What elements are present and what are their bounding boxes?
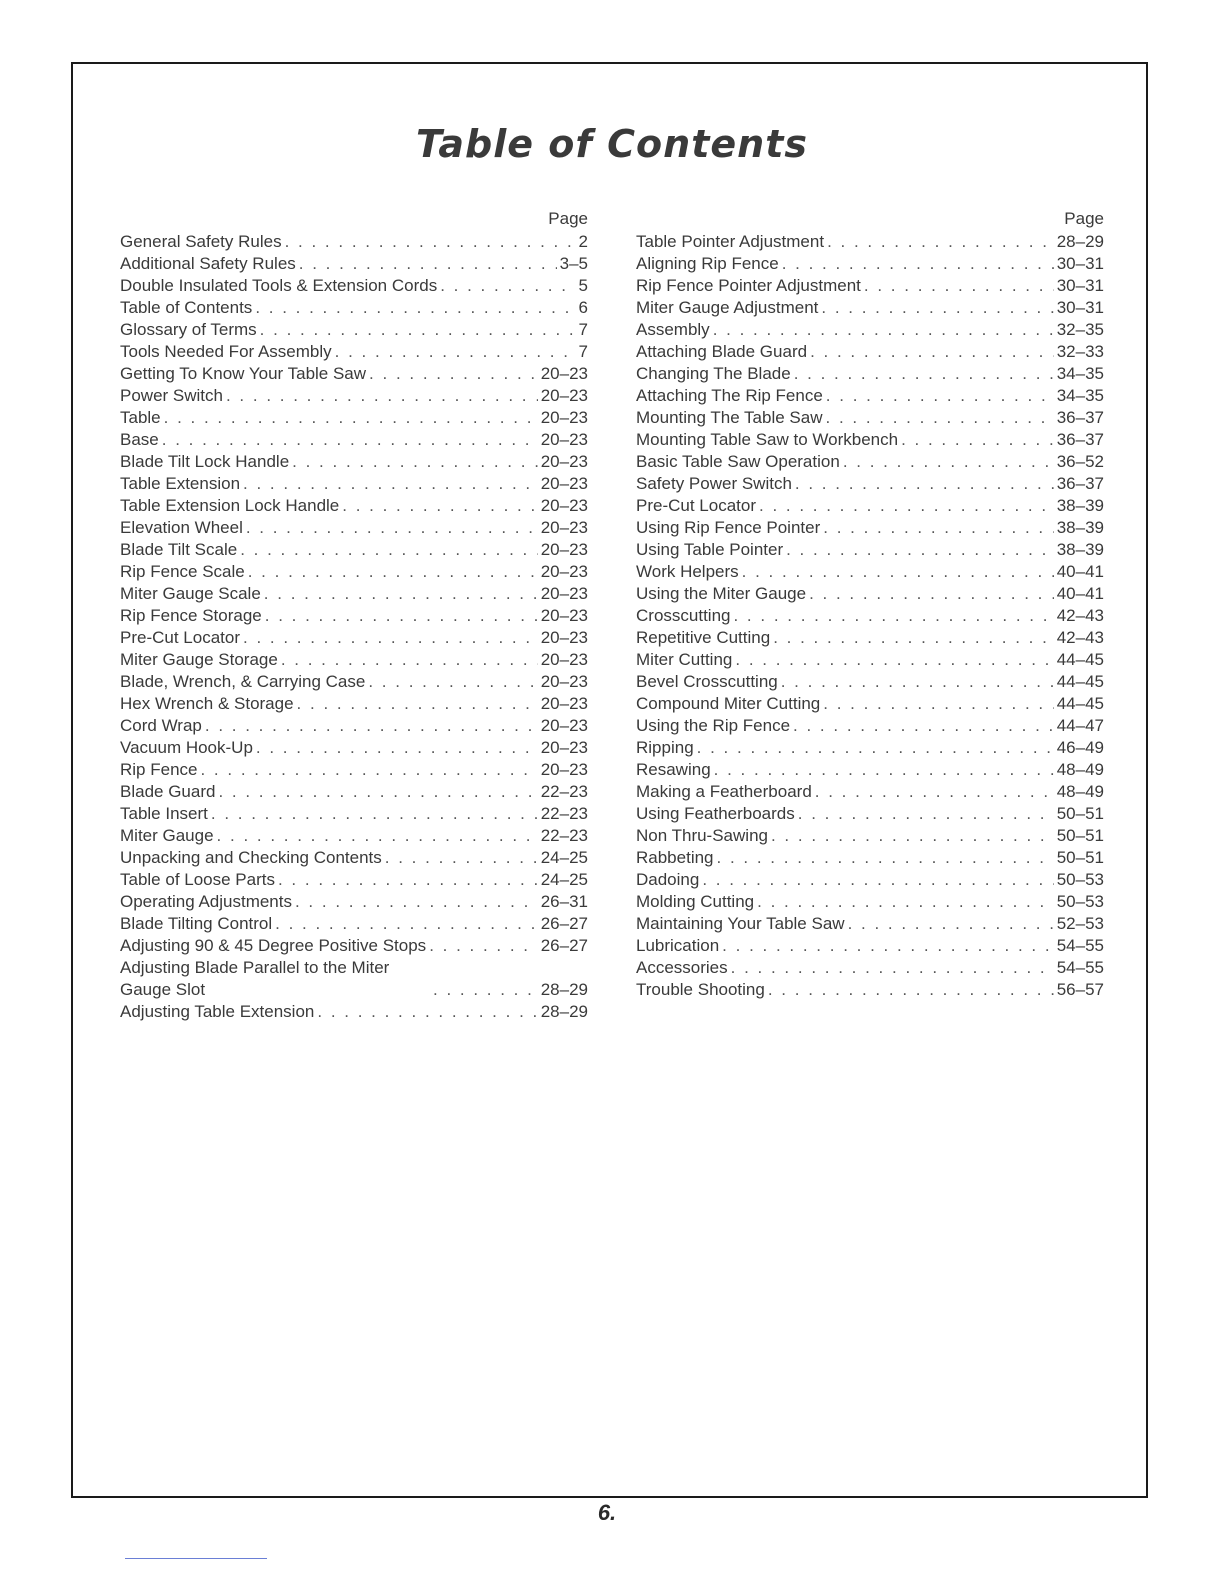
toc-entry-page: 36–37 [1056,430,1104,449]
toc-entry-label: General Safety Rules [120,232,282,251]
toc-entry-page: 36–52 [1056,452,1104,471]
toc-entry-page: 48–49 [1056,782,1104,801]
toc-leader-dots [342,495,537,517]
page-title: Table of Contents [416,122,808,166]
toc-leader-dots [768,979,1054,1001]
toc-leader-dots [385,847,538,869]
toc-leader-dots [164,407,538,429]
toc-entry-page: 2 [578,232,588,251]
toc-entry-label: Maintaining Your Table Saw [636,914,845,933]
toc-leader-dots [255,297,575,319]
toc-entry [636,913,1104,935]
toc-entry-page: 22–23 [540,804,588,823]
toc-entry-page: 44–45 [1056,672,1104,691]
toc-entry [120,297,588,319]
toc-entry-page: 48–49 [1056,760,1104,779]
toc-leader-dots [821,297,1053,319]
toc-leader-dots [297,693,538,715]
toc-entry-label: Mounting The Table Saw [636,408,823,427]
toc-entry-page: 20–23 [540,584,588,603]
toc-leader-dots [782,253,1054,275]
toc-entry [636,275,1104,297]
toc-entry-label: Using Rip Fence Pointer [636,518,821,537]
toc-entry [636,451,1104,473]
toc-leader-dots [295,891,538,913]
toc-entry-page: 54–55 [1056,936,1104,955]
toc-leader-dots [733,605,1053,627]
toc-entry [636,693,1104,715]
toc-entry-page: 44–45 [1056,650,1104,669]
scan-artifact-line [125,1558,267,1559]
toc-entry-page: 38–39 [1056,540,1104,559]
toc-entry-label: Miter Gauge Adjustment [636,298,819,317]
toc-entry-label: Rip Fence Scale [120,562,245,581]
toc-leader-dots [731,957,1054,979]
toc-entry-label: Ripping [636,738,694,757]
toc-entry [120,319,588,341]
toc-entry [120,231,588,253]
toc-leader-dots [823,517,1053,539]
toc-leader-dots [278,869,538,891]
toc-entry [120,803,588,825]
toc-leader-dots [757,891,1054,913]
toc-leader-dots [264,583,538,605]
toc-entry-page: 7 [578,342,588,361]
toc-entry [120,847,588,869]
toc-list-left [120,231,588,1023]
toc-entry-page: 50–51 [1056,804,1104,823]
toc-leader-dots [205,715,538,737]
toc-entry-label: Miter Gauge Storage [120,650,278,669]
toc-entry-page: 46–49 [1056,738,1104,757]
toc-leader-dots [275,913,538,935]
toc-entry [636,979,1104,1001]
toc-leader-dots [200,759,537,781]
toc-leader-dots [827,231,1054,253]
toc-leader-dots [243,627,538,649]
toc-entry-page: 7 [578,320,588,339]
toc-leader-dots [217,825,538,847]
toc-leader-dots [793,715,1054,737]
toc-entry-label: Blade Tilting Control [120,914,273,933]
toc-entry-page: 38–39 [1056,518,1104,537]
toc-leader-dots [285,231,576,253]
toc-entry-page: 54–55 [1056,958,1104,977]
toc-leader-dots [368,671,537,693]
toc-entry [636,891,1104,913]
toc-entry-page: 20–23 [540,408,588,427]
toc-entry-page: 30–31 [1056,298,1104,317]
toc-leader-dots [795,473,1054,495]
toc-leader-dots [810,341,1054,363]
toc-entry [120,825,588,847]
toc-entry-label: Rip Fence [120,760,198,779]
toc-leader-dots [440,275,575,297]
toc-entry [120,561,588,583]
toc-entry-label: Using the Rip Fence [636,716,791,735]
toc-entry [120,517,588,539]
toc-entry-label: Elevation Wheel [120,518,243,537]
toc-leader-dots [773,627,1054,649]
toc-leader-dots [826,385,1054,407]
toc-entry-label: Hex Wrench & Storage [120,694,294,713]
toc-leader-dots [226,385,538,407]
toc-entry-page: 20–23 [540,650,588,669]
toc-leader-dots [786,539,1054,561]
toc-entry-label: Lubrication [636,936,720,955]
toc-leader-dots [771,825,1054,847]
toc-entry [120,737,588,759]
toc-entry [120,473,588,495]
toc-leader-dots [735,649,1053,671]
toc-entry-label: Adjusting 90 & 45 Degree Positive Stops [120,936,427,955]
toc-entry-page: 28–29 [1056,232,1104,251]
toc-entry [636,363,1104,385]
toc-leader-dots [722,935,1054,957]
page-column-header: Page [1064,209,1104,228]
toc-entry-label: Crosscutting [636,606,731,625]
toc-entry [636,539,1104,561]
toc-leader-dots [798,803,1054,825]
toc-entry [636,803,1104,825]
toc-entry [120,605,588,627]
footer-page-number: 6. [597,1500,617,1525]
toc-entry-label: Operating Adjustments [120,892,292,911]
toc-entry [636,935,1104,957]
toc-entry-page: 3–5 [559,254,588,273]
toc-entry-page: 20–23 [540,738,588,757]
toc-leader-dots [335,341,576,363]
toc-entry-page: 20–23 [540,606,588,625]
toc-entry-page: 20–23 [540,474,588,493]
toc-leader-dots [246,517,538,539]
toc-entry-page: 28–29 [540,980,588,999]
toc-entry-label: Miter Gauge Scale [120,584,261,603]
toc-entry-label: Non Thru-Sawing [636,826,768,845]
toc-entry [636,869,1104,891]
toc-entry-page: 42–43 [1056,628,1104,647]
toc-entry [120,385,588,407]
toc-leader-dots [429,935,538,957]
toc-entry [636,737,1104,759]
toc-leader-dots [794,363,1054,385]
toc-entry-page: 20–23 [540,760,588,779]
toc-leader-dots [781,671,1054,693]
toc-entry [636,715,1104,737]
toc-entry [636,429,1104,451]
toc-entry-label: Table of Contents [120,298,253,317]
toc-leader-dots [292,451,538,473]
toc-entry-page: 20–23 [540,518,588,537]
toc-entry [120,913,588,935]
toc-entry-page: 42–43 [1056,606,1104,625]
toc-leader-dots [702,869,1053,891]
toc-entry-page: 24–25 [540,870,588,889]
toc-entry-label: Blade Tilt Lock Handle [120,452,290,471]
toc-entry-label: Rabbeting [636,848,714,867]
toc-list-right [636,231,1104,1001]
toc-entry-label: Assembly [636,320,710,339]
toc-entry-label: Glossary of Terms [120,320,257,339]
toc-leader-dots [713,319,1054,341]
toc-leader-dots [211,803,538,825]
toc-entry-label: Using Featherboards [636,804,795,823]
toc-entry-label: Base [120,430,159,449]
toc-entry-label: Table Pointer Adjustment [636,232,825,251]
toc-entry-label: Adjusting Blade Parallel to the Miter Gauge Slot [120,958,390,999]
toc-entry-label: Table Extension [120,474,241,493]
toc-entry-page: 38–39 [1056,496,1104,515]
toc-entry-page: 20–23 [540,694,588,713]
toc-entry [636,627,1104,649]
toc-entry [120,869,588,891]
page-column-header: Page [548,209,588,228]
toc-entry-page: 22–23 [540,782,588,801]
toc-entry-label: Table Extension Lock Handle [120,496,340,515]
toc-entry-page: 20–23 [540,430,588,449]
toc-leader-dots [864,275,1054,297]
toc-entry-label: Rip Fence Pointer Adjustment [636,276,861,295]
toc-entry [636,319,1104,341]
toc-leader-dots [243,473,538,495]
toc-entry [636,825,1104,847]
toc-entry [636,341,1104,363]
toc-leader-dots [256,737,538,759]
toc-entry-label: Molding Cutting [636,892,755,911]
toc-entry-label: Basic Table Saw Operation [636,452,840,471]
toc-entry [636,385,1104,407]
toc-leader-dots [823,693,1053,715]
toc-entry-label: Blade, Wrench, & Carrying Case [120,672,366,691]
toc-leader-dots [826,407,1054,429]
toc-entry-page: 30–31 [1056,254,1104,273]
toc-entry-label: Compound Miter Cutting [636,694,821,713]
toc-entry-label: Attaching Blade Guard [636,342,808,361]
toc-entry [636,605,1104,627]
toc-entry-page: 20–23 [540,364,588,383]
toc-entry-label: Safety Power Switch [636,474,792,493]
toc-entry-page: 20–23 [540,452,588,471]
toc-leader-dots [901,429,1054,451]
toc-entry [120,693,588,715]
toc-entry-label: Repetitive Cutting [636,628,771,647]
toc-entry [120,1001,588,1023]
toc-entry [120,407,588,429]
toc-entry-page: 20–23 [540,386,588,405]
toc-entry-label: Pre-Cut Locator [120,628,240,647]
toc-entry-label: Table Insert [120,804,208,823]
toc-entry-page: 32–35 [1056,320,1104,339]
toc-entry [120,781,588,803]
toc-entry-label: Dadoing [636,870,700,889]
toc-entry [120,627,588,649]
toc-entry-label: Rip Fence Storage [120,606,262,625]
toc-entry-page: 26–31 [540,892,588,911]
toc-entry-page: 50–53 [1056,870,1104,889]
toc-entry-page: 6 [578,298,588,317]
toc-entry [636,957,1104,979]
toc-entry-page: 26–27 [540,936,588,955]
toc-entry-label: Tools Needed For Assembly [120,342,332,361]
toc-entry-page: 20–23 [540,496,588,515]
toc-entry-label: Double Insulated Tools & Extension Cords [120,276,438,295]
toc-entry-page: 44–45 [1056,694,1104,713]
toc-leader-dots [317,1001,537,1023]
toc-entry [636,847,1104,869]
toc-entry-page: 30–31 [1056,276,1104,295]
toc-entry-label: Unpacking and Checking Contents [120,848,382,867]
toc-leader-dots [281,649,538,671]
toc-leader-dots [848,913,1054,935]
toc-entry-label: Making a Featherboard [636,782,812,801]
toc-entry [120,451,588,473]
toc-entry-page: 24–25 [540,848,588,867]
toc-entry [636,781,1104,803]
toc-leader-dots [265,605,538,627]
toc-entry-label: Work Helpers [636,562,739,581]
toc-entry-label: Trouble Shooting [636,980,765,999]
toc-entry-label: Attaching The Rip Fence [636,386,823,405]
toc-entry [636,759,1104,781]
toc-entry [636,495,1104,517]
toc-entry-page: 28–29 [540,1002,588,1021]
toc-entry-label: Pre-Cut Locator [636,496,756,515]
toc-entry [120,935,588,957]
toc-entry [120,649,588,671]
toc-leader-dots [369,363,538,385]
toc-entry-page: 44–47 [1056,716,1104,735]
toc-entry-label: Blade Guard [120,782,216,801]
toc-entry-label: Power Switch [120,386,223,405]
toc-entry-page: 34–35 [1056,364,1104,383]
toc-leader-dots [742,561,1054,583]
toc-entry [636,561,1104,583]
toc-leader-dots [248,561,538,583]
toc-entry-label: Cord Wrap [120,716,202,735]
toc-right-column [636,208,1104,1001]
toc-left-column [120,208,588,1023]
toc-leader-dots [162,429,538,451]
toc-entry-page: 50–53 [1056,892,1104,911]
toc-entry [120,341,588,363]
toc-entry-label: Blade Tilt Scale [120,540,238,559]
toc-entry-page: 20–23 [540,716,588,735]
toc-entry-page: 26–27 [540,914,588,933]
toc-entry-page: 36–37 [1056,474,1104,493]
toc-entry-label: Accessories [636,958,728,977]
toc-entry-label: Additional Safety Rules [120,254,296,273]
toc-entry-label: Bevel Crosscutting [636,672,778,691]
toc-leader-dots [809,583,1054,605]
toc-entry-label: Using Table Pointer [636,540,784,559]
toc-entry [636,649,1104,671]
toc-entry-page: 20–23 [540,562,588,581]
toc-entry-label: Adjusting Table Extension [120,1002,315,1021]
toc-entry [120,253,588,275]
toc-entry [120,759,588,781]
toc-entry [120,363,588,385]
toc-entry [636,231,1104,253]
toc-entry [120,891,588,913]
toc-entry [636,407,1104,429]
toc-leader-dots [218,781,537,803]
toc-entry-page: 22–23 [540,826,588,845]
toc-entry-label: Getting To Know Your Table Saw [120,364,367,383]
toc-entry-label: Aligning Rip Fence [636,254,779,273]
toc-entry [120,495,588,517]
toc-entry-label: Using the Miter Gauge [636,584,807,603]
toc-entry-page: 40–41 [1056,584,1104,603]
toc-entry [120,671,588,693]
toc-entry [636,253,1104,275]
toc-entry [120,429,588,451]
toc-entry-label: Changing The Blade [636,364,791,383]
toc-entry-page: 20–23 [540,628,588,647]
toc-entry-page: 52–53 [1056,914,1104,933]
toc-entry-page: 40–41 [1056,562,1104,581]
toc-entry-page: 50–51 [1056,848,1104,867]
toc-entry [636,517,1104,539]
toc-leader-dots [717,847,1054,869]
toc-entry-page: 50–51 [1056,826,1104,845]
toc-entry-page: 56–57 [1056,980,1104,999]
toc-entry [120,715,588,737]
toc-entry-label: Mounting Table Saw to Workbench [636,430,899,449]
toc-leader-dots [815,781,1054,803]
toc-entry-label: Miter Cutting [636,650,733,669]
toc-leader-dots [260,319,576,341]
toc-entry-page: 5 [578,276,588,295]
toc-entry [120,957,588,1001]
toc-leader-dots [843,451,1054,473]
toc-entry [636,297,1104,319]
toc-entry-label: Table [120,408,161,427]
toc-leader-dots [433,979,538,1001]
toc-entry [120,539,588,561]
toc-entry-label: Vacuum Hook-Up [120,738,253,757]
toc-entry-page: 36–37 [1056,408,1104,427]
toc-leader-dots [697,737,1054,759]
toc-entry-page: 34–35 [1056,386,1104,405]
toc-entry [636,671,1104,693]
toc-entry [636,473,1104,495]
toc-entry-page: 20–23 [540,672,588,691]
toc-leader-dots [714,759,1054,781]
toc-entry [120,583,588,605]
toc-leader-dots [299,253,557,275]
toc-entry-label: Table of Loose Parts [120,870,275,889]
toc-entry-label: Miter Gauge [120,826,214,845]
toc-leader-dots [240,539,538,561]
toc-entry [120,275,588,297]
toc-entry-label: Resawing [636,760,711,779]
toc-entry [636,583,1104,605]
toc-entry-page: 32–33 [1056,342,1104,361]
toc-leader-dots [759,495,1054,517]
toc-entry-page: 20–23 [540,540,588,559]
